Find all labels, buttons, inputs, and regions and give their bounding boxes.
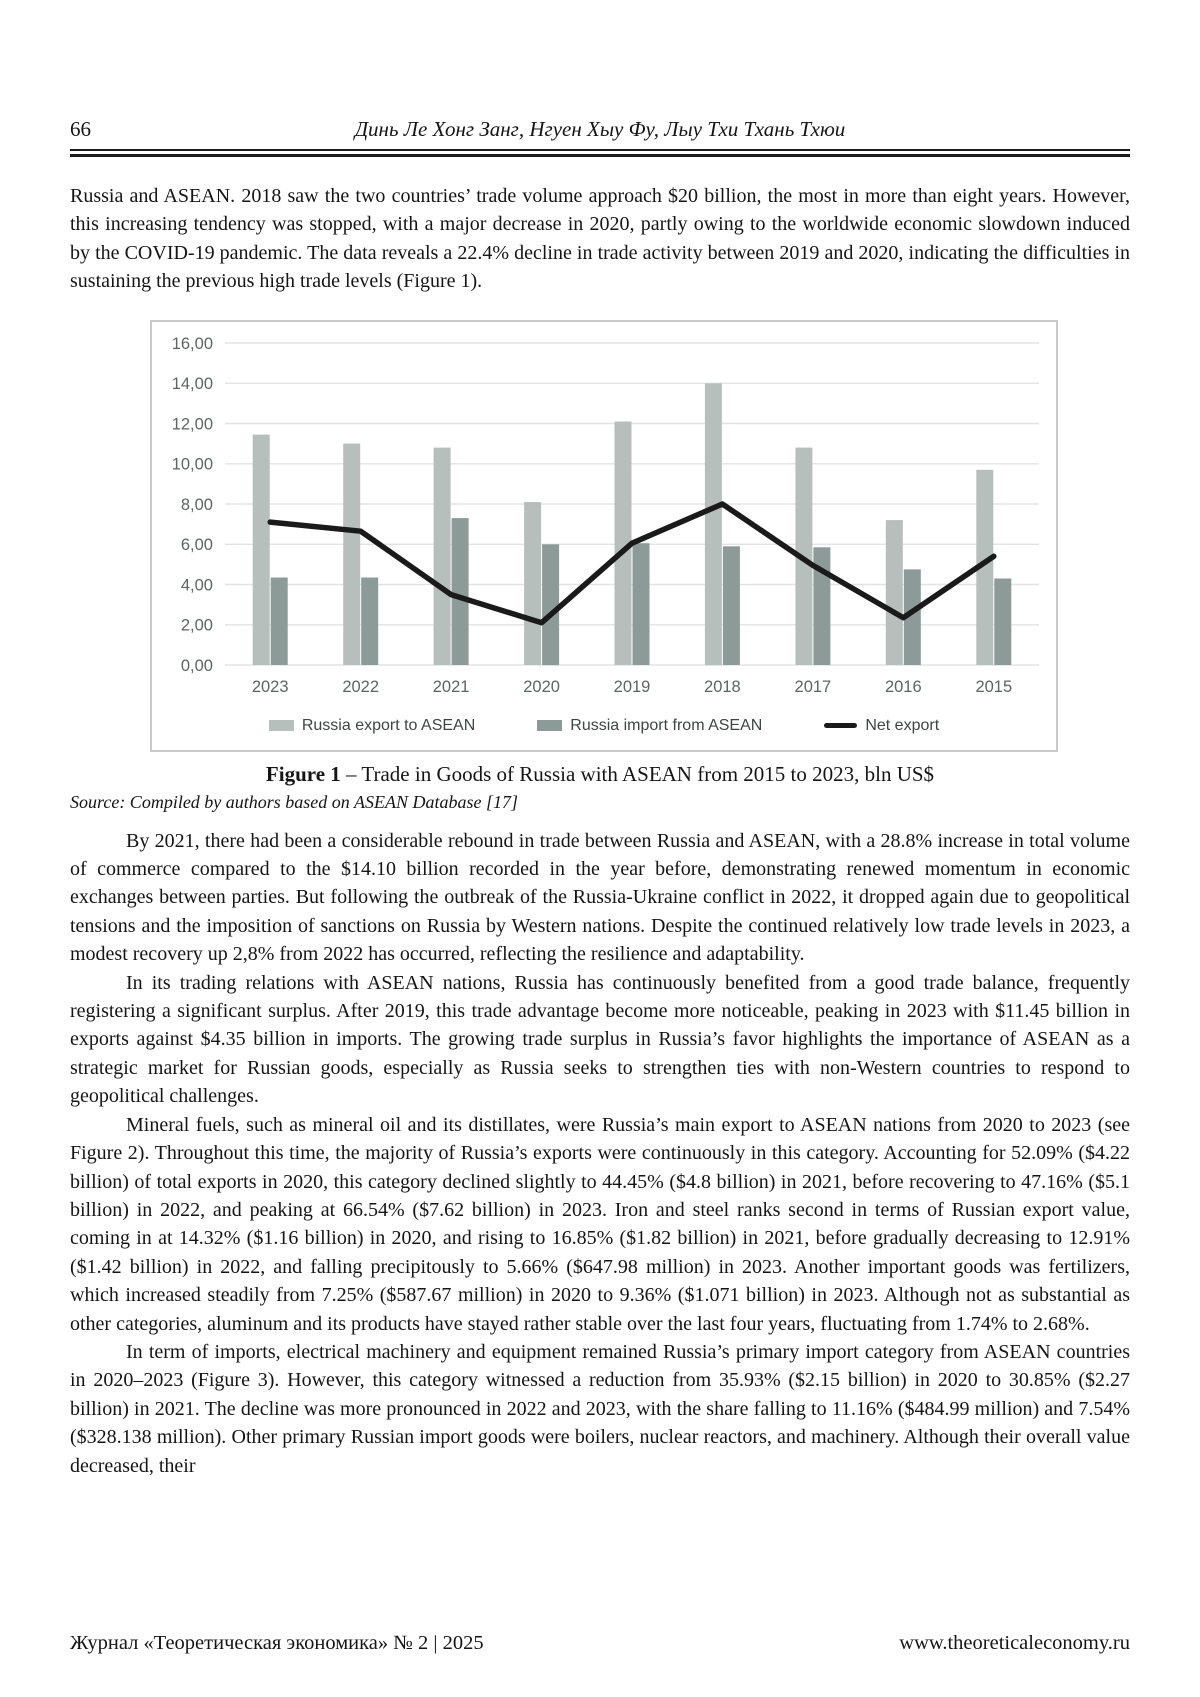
paragraph-trade-balance: In its trading relations with ASEAN nations, Russia has continuously benefited from a good trade balance, frequently registering a significant surplus. After 2019, this trade advantage become more noticeable, peaking in 2023 with $11.45 billion in exports against $4.35 billion in imports. The growing trade surplus in Russia’s favor highlights the importance of ASEAN as a strategic market for Russian goods, especially as Russia seeks to strengthen ties with non-Western countries to respond to geopolitical challenges.	[70, 971, 1130, 1108]
legend-item	[824, 717, 939, 735]
import-bar	[633, 543, 650, 665]
paragraph-intro: Russia and ASEAN. 2018 saw the two countries’ trade volume approach $20 billion, the most in more than eight years. However, this increasing tendency was stopped, with a major decrease in 2020, partly owing to the worldwide economic slowdown induced by the COVID-19 pandemic. The data reveals a 22.4% decline in trade activity between 2019 and 2020, indicating the difficulties in sustaining the previous high trade levels (Figure 1).	[70, 185, 1130, 293]
paragraph-rebound: By 2021, there had been a considerable rebound in trade between Russia and ASEAN, with a 28.8% increase in total volume of commerce compared to the $14.10 billion recorded in the year before, demonstrating renewed momentum in economic exchanges between parties. But following the outbreak of the Russia-Ukraine conflict in 2022, it dropped again due to geopolitical tensions and the imposition of sanctions on Russia by Western nations. Despite the continued relatively low trade levels in 2023, a modest recovery up 2,8% from 2022 has occurred, reflecting the resilience and adaptability.	[70, 829, 1130, 966]
y-axis-tick-label: 16,00	[171, 334, 213, 353]
x-axis-tick-label: 2018	[704, 677, 741, 696]
footer-url: www.theoreticaleconomy.ru	[899, 1632, 1130, 1654]
page-header	[70, 116, 1130, 142]
legend-bar-swatch-icon	[537, 720, 562, 731]
import-bar	[271, 577, 288, 665]
figure1-chart-svg	[152, 322, 1056, 702]
paragraph-exports: Mineral fuels, such as mineral oil and its distillates, were Russia’s main export to ASEAN nations from 2020 to 2023 (see Figure 2). Throughout this time, the majority of Russia’s exports were continuously in this category. Accounting for 52.09% ($4.22 billion) of total exports in 2020, this category declined slightly to 44.45% ($4.8 billion) in 2021, before recovering to 47.16% ($5.1 billion) in 2022, and peaking at 66.54% ($7.62 billion) in 2023. Iron and steel ranks second in terms of Russian export value, coming in at 14.32% ($1.16 billion) in 2020, and rising to 16.85% ($1.82 billion) in 2021, before gradually decreasing to 12.91% ($1.42 billion) in 2022, and falling precipitously to 5.66% ($647.98 million) in 2023. Another important goods was fertilizers, which increased steadily from 7.25% ($587.67 million) in 2020 to 9.36% ($1.071 billion) in 2023. Although not as substantial as other categories, aluminum and its products have stayed rather stable over the last four years, fluctuating from 1.74% to 2.68%.	[70, 1113, 1130, 1335]
figure1-caption-label: Figure 1	[265, 761, 341, 786]
y-axis-tick-label: 6,00	[180, 535, 213, 554]
export-bar	[434, 447, 451, 664]
export-bar	[886, 520, 903, 665]
x-axis-tick-label: 2019	[613, 677, 651, 696]
y-axis-tick-label: 0,00	[180, 656, 213, 675]
y-axis-tick-label: 4,00	[180, 575, 213, 594]
y-axis-tick-label: 2,00	[180, 616, 213, 635]
y-axis-tick-label: 14,00	[171, 374, 213, 393]
legend-label: Net export	[865, 716, 940, 734]
figure1-caption	[70, 762, 1130, 787]
import-bar	[452, 518, 469, 665]
import-bar	[994, 578, 1011, 665]
legend-item	[269, 717, 475, 735]
y-axis-tick-label: 8,00	[180, 495, 213, 514]
x-axis-tick-label: 2023	[251, 677, 289, 696]
figure1-chart	[150, 320, 1058, 752]
x-axis-tick-label: 2021	[432, 677, 470, 696]
x-axis-tick-label: 2022	[342, 677, 380, 696]
x-axis-tick-label: 2015	[975, 677, 1013, 696]
export-bar	[343, 443, 360, 664]
legend-line-swatch-icon	[824, 723, 857, 728]
paragraph-imports: In term of imports, electrical machinery and equipment remained Russia’s primary import category from ASEAN countries in 2020–2023 (Figure 3). However, this category witnessed a reduction from 35.93% ($2.15 billion) in 2020 to 30.85% ($2.27 billion) in 2021. The decline was more pronounced in 2022 and 2023, with the share falling to 11.16% ($484.99 million) and 7.54% ($328.138 million). Other primary Russian import goods were boilers, nuclear reactors, and machinery. Although their overall value decreased, their	[70, 1340, 1130, 1477]
legend-label: Russia export to ASEAN	[301, 716, 476, 734]
y-axis-tick-label: 12,00	[171, 414, 213, 433]
figure1-source: Source: Compiled by authors based on ASEAN Database [17]	[70, 791, 518, 812]
x-axis-tick-label: 2020	[523, 677, 560, 696]
export-bar	[705, 383, 722, 665]
x-axis-tick-label: 2016	[884, 677, 922, 696]
header-rule	[70, 149, 1130, 157]
legend-bar-swatch-icon	[269, 720, 294, 731]
import-bar	[723, 546, 740, 665]
figure1-caption-text: – Trade in Goods of Russia with ASEAN from 2015 to 2023, bln US$	[340, 761, 935, 786]
net-export-line	[270, 504, 994, 623]
import-bar	[542, 544, 559, 665]
chart-legend	[152, 702, 1056, 750]
legend-item	[537, 717, 762, 735]
footer-journal: Журнал «Теоретическая экономика» № 2 | 2025	[70, 1632, 484, 1654]
import-bar	[361, 577, 378, 665]
export-bar	[524, 502, 541, 665]
y-axis-tick-label: 10,00	[171, 455, 213, 474]
page-footer	[70, 1632, 1130, 1655]
x-axis-tick-label: 2017	[794, 677, 832, 696]
export-bar	[253, 434, 270, 664]
legend-label: Russia import from ASEAN	[570, 716, 763, 734]
page-number: 66	[70, 117, 91, 141]
running-title: Динь Ле Хонг Занг, Нгуен Хыу Фу, Лыу Тхи Тхань Тхюи	[354, 117, 846, 141]
